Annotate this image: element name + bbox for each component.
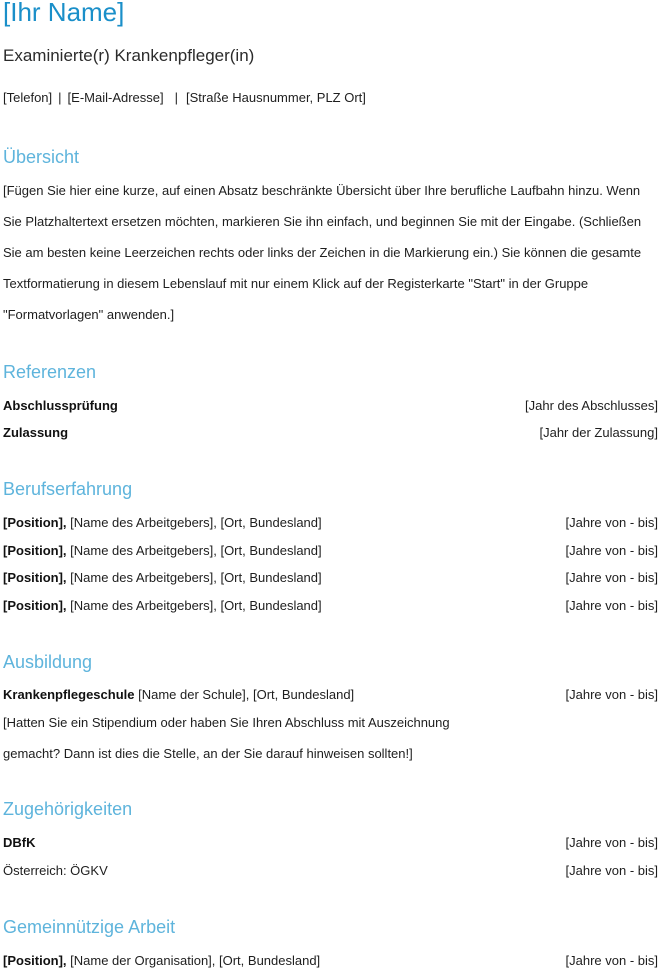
education-note: [Hatten Sie ein Stipendium oder haben Sie Ihren Abschluss mit Auszeichnung gemacht? Dann ist dies die Stelle, an der Sie darauf hinweisen sollten!] (3, 715, 450, 761)
separator: | (58, 90, 62, 105)
volunteer-details: [Name der Organisation], [Ort, Bundesland] (66, 953, 321, 968)
experience-years: [Jahre von - bis] (565, 515, 658, 530)
volunteer-row (3, 953, 658, 973)
resume-role: Examinierte(r) Krankenpfleger(in) (3, 46, 255, 65)
experience-position: [Position], (3, 598, 67, 613)
experience-position: [Position], (3, 515, 67, 530)
address: [Straße Hausnummer, PLZ Ort] (186, 90, 366, 105)
affiliation-label: Österreich: ÖGKV (3, 863, 108, 878)
section-heading-references: Referenzen (3, 362, 97, 382)
section-heading-education: Ausbildung (3, 652, 93, 672)
reference-date: [Jahr des Abschlusses] (525, 398, 658, 413)
experience-position: [Position], (3, 570, 67, 585)
experience-row (3, 570, 658, 590)
affiliation-row (3, 835, 658, 855)
section-heading-experience: Berufserfahrung (3, 479, 133, 499)
education-years: [Jahre von - bis] (565, 687, 658, 702)
reference-row (3, 398, 658, 418)
volunteer-years: [Jahre von - bis] (565, 953, 658, 968)
reference-date: [Jahr der Zulassung] (539, 425, 658, 440)
education-school: Krankenpflegeschule (3, 687, 135, 702)
experience-years: [Jahre von - bis] (565, 570, 658, 585)
resume-name: [Ihr Name] (3, 0, 125, 27)
email: [E-Mail-Adresse] (67, 90, 164, 105)
section-heading-overview: Übersicht (3, 147, 80, 167)
experience-details: [Name des Arbeitgebers], [Ort, Bundesland] (66, 598, 322, 613)
affiliation-row (3, 863, 658, 883)
phone: [Telefon] (3, 90, 53, 105)
section-heading-volunteer: Gemeinnützige Arbeit (3, 917, 176, 937)
volunteer-position: [Position], (3, 953, 67, 968)
experience-details: [Name des Arbeitgebers], [Ort, Bundesland] (66, 543, 322, 558)
separator: | (174, 90, 179, 105)
experience-details: [Name des Arbeitgebers], [Ort, Bundesland] (66, 570, 322, 585)
reference-label: Abschlussprüfung (3, 398, 118, 413)
section-heading-affiliations: Zugehörigkeiten (3, 799, 133, 819)
experience-years: [Jahre von - bis] (565, 543, 658, 558)
contact-line (3, 90, 366, 105)
education-details: [Name der Schule], [Ort, Bundesland] (134, 687, 355, 702)
reference-row (3, 425, 658, 445)
affiliation-years: [Jahre von - bis] (565, 863, 658, 878)
overview-text: [Fügen Sie hier eine kurze, auf einen Absatz beschränkte Übersicht über Ihre berufliche Laufbahn hinzu. Wenn Sie Platzhaltertext ersetzen möchten, markieren Sie ihn einfach, und beginnen Sie mit der Eingabe. (Schließen Sie am besten keine Leerzeichen rechts oder links der Zeichen in die Markierung ein.) Sie können die gesamte Textformatierung in diesem Lebenslauf mit nur einem Klick auf der Registerkarte "Start" in der Gruppe "Formatvorlagen" anwenden.] (3, 183, 642, 322)
experience-row (3, 598, 658, 618)
experience-years: [Jahre von - bis] (565, 598, 658, 613)
education-row (3, 687, 658, 707)
experience-row (3, 543, 658, 563)
reference-label: Zulassung (3, 425, 69, 440)
experience-position: [Position], (3, 543, 67, 558)
experience-row (3, 515, 658, 535)
affiliation-label: DBfK (3, 835, 36, 850)
affiliation-years: [Jahre von - bis] (565, 835, 658, 850)
experience-details: [Name des Arbeitgebers], [Ort, Bundesland] (66, 515, 322, 530)
